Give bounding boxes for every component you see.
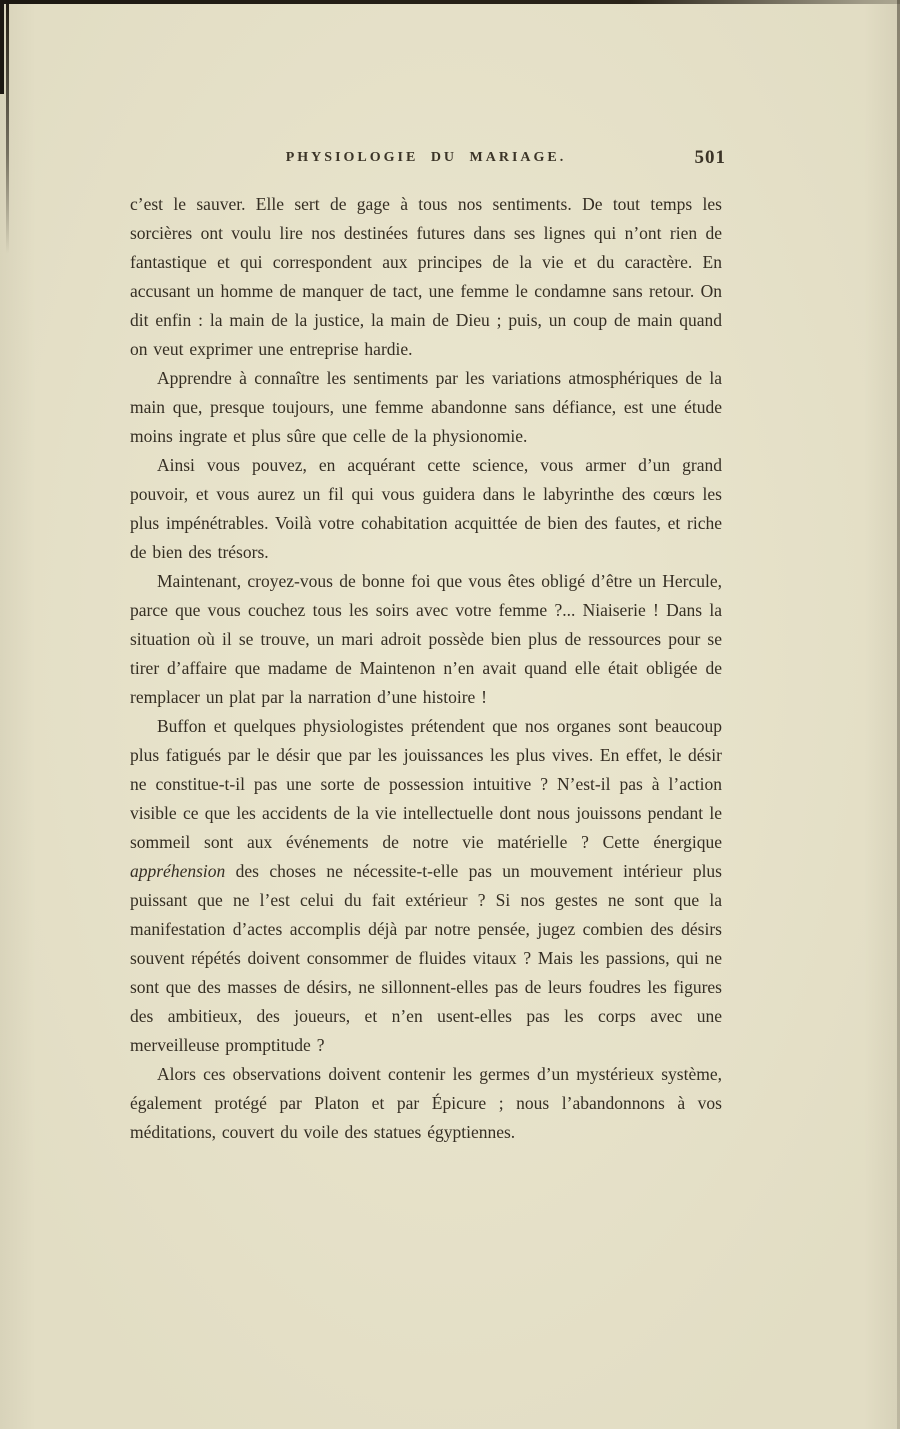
text-run: Ainsi vous pouvez, en acquérant cette science, vous armer d’un grand pouvoir, et vous aurez un fil qui vous guidera dans le labyrinthe des cœurs les plus impénétrables. Voilà votre cohabitation acquittée de bien des fautes, et riche de bien des trésors. [130,455,722,562]
italic-run: appréhension [130,861,226,881]
text-run: Buffon et quelques physiologistes prétendent que nos organes sont beaucoup plus fatigués par le désir que par les jouissances les plus vives. En effet, le désir ne constitue-t-il pas une sorte de possession intuitive ? N’est-il pas à l’action visible ce que les accidents de la vie intellectuelle dont nous jouissons pendant le sommeil sont aux événements de notre vie matérielle ? Cette énergique [130,716,722,852]
text-run: Alors ces observations doivent contenir les germes d’un mystérieux système, également protégé par Platon et par Épicure ; nous l’abandonnons à vos méditations, couvert du voile des statues égyptiennes. [130,1064,722,1142]
page-header [130,147,726,176]
paragraph [130,712,722,1060]
scan-edge-left-corner [0,4,4,94]
text-column [130,0,726,1147]
paragraph [130,364,722,451]
page-number: 501 [694,147,726,168]
running-title: PHYSIOLOGIE DU MARIAGE. [285,150,567,165]
text-run: c’est le sauver. Elle sert de gage à tous nos sentiments. De tout temps les sorcières ont voulu lire nos destinées futures dans ses lignes qui n’ont rien de fantastique et qui correspondent aux principes de la vie et du caractère. En accusant un homme de manquer de tact, une femme le condamne sans retour. On dit enfin : la main de la justice, la main de Dieu ; puis, un coup de main quand on veut exprimer une entreprise hardie. [130,194,722,359]
text-run: des choses ne nécessite-t-elle pas un mouvement intérieur plus puissant que ne l’est celui du fait extérieur ? Si nos gestes ne sont que la manifestation d’actes accomplis déjà par notre pensée, jugez combien des désirs souvent répétés doivent consommer de fluides vitaux ? Mais les passions, qui ne sont que des masses de désirs, ne sillonnent-elles pas de leurs foudres les figures des ambitieux, des joueurs, et n’en usent-elles pas les corps avec une merveilleuse promptitude ? [130,861,722,1055]
paragraph [130,1060,722,1147]
paragraph [130,567,722,712]
paragraph [130,190,722,364]
text-run: Apprendre à connaître les sentiments par les variations atmosphériques de la main que, presque toujours, une femme abandonne sans défiance, est une étude moins ingrate et plus sûre que celle de la physionomie. [130,368,722,446]
scan-edge-left [6,4,9,254]
paragraph [130,451,722,567]
page-text [130,190,722,1147]
text-run: Maintenant, croyez-vous de bonne foi que vous êtes obligé d’être un Hercule, parce que vous couchez tous les soirs avec votre femme ?... Niaiserie ! Dans la situation où il se trouve, un mari adroit possède bien plus de ressources pour se tirer d’affaire que madame de Maintenon n’en avait quand elle était obligée de remplacer un plat par la narration d’une histoire ! [130,571,722,707]
